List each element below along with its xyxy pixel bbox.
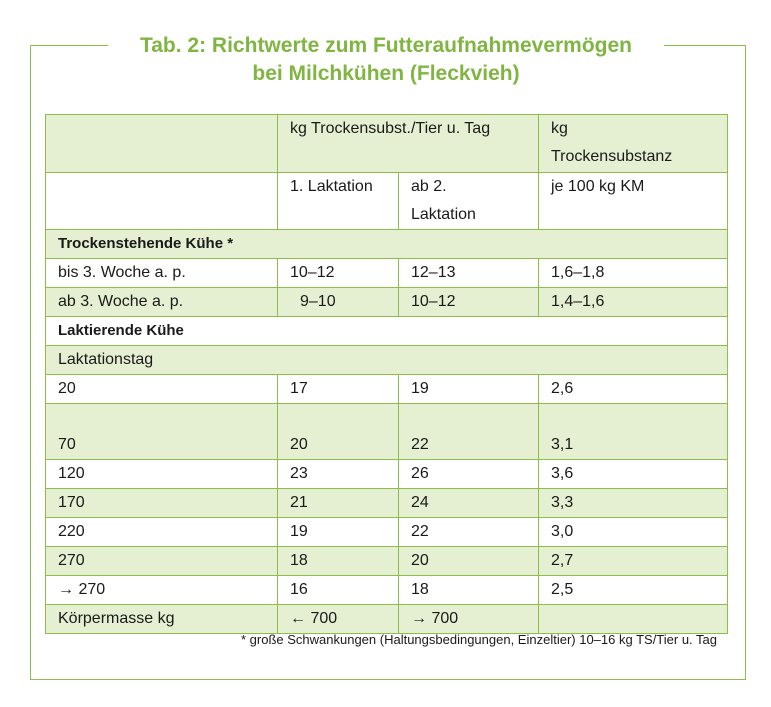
row-value-second: 12–13 bbox=[399, 259, 539, 288]
subheader-empty-cell bbox=[46, 173, 278, 230]
row-value-per100: 1,4–1,6 bbox=[539, 288, 728, 317]
row-value-per100: 1,6–1,8 bbox=[539, 259, 728, 288]
header-col4-line-2: Trockensubstanz bbox=[551, 148, 673, 165]
body-mass-per100 bbox=[539, 605, 728, 634]
table-row bbox=[46, 375, 728, 404]
row-value-second: 20 bbox=[399, 547, 539, 576]
title-line-2: bei Milchkühen (Fleckvieh) bbox=[252, 62, 520, 85]
subheader-first-lactation: 1. Laktation bbox=[278, 173, 399, 230]
row-value-first: 16 bbox=[278, 576, 399, 605]
lactation-day-label: Laktationstag bbox=[46, 346, 728, 375]
table-row bbox=[46, 259, 728, 288]
body-mass-row bbox=[46, 605, 728, 634]
row-label: → 270 bbox=[46, 576, 278, 605]
body-mass-second: → 700 bbox=[399, 605, 539, 634]
section-lactating-cows: Laktierende Kühe bbox=[46, 317, 728, 346]
subheader-second-lactation bbox=[399, 173, 539, 230]
header-empty-cell bbox=[46, 115, 278, 173]
row-value-second: 24 bbox=[399, 489, 539, 518]
row-label: 120 bbox=[46, 460, 278, 489]
table-row bbox=[46, 547, 728, 576]
table-row bbox=[46, 460, 728, 489]
row-label: 170 bbox=[46, 489, 278, 518]
section-row-dry bbox=[46, 230, 728, 259]
subheader-per-100kg: je 100 kg KM bbox=[539, 173, 728, 230]
header-dm-per-animal: kg Trockensubst./Tier u. Tag bbox=[278, 115, 539, 173]
row-value-first: 19 bbox=[278, 518, 399, 547]
row-value-first: 20 bbox=[278, 404, 399, 460]
row-value-second: 26 bbox=[399, 460, 539, 489]
row-label: 270 bbox=[46, 547, 278, 576]
row-value-first: 23 bbox=[278, 460, 399, 489]
row-value-first: 10–12 bbox=[278, 259, 399, 288]
lactation-day-row bbox=[46, 346, 728, 375]
row-value-per100: 3,6 bbox=[539, 460, 728, 489]
feed-intake-table bbox=[45, 114, 728, 634]
section-row-lactating bbox=[46, 317, 728, 346]
header-col4-line-1: kg bbox=[551, 120, 568, 137]
row-value-first: 9–10 bbox=[278, 288, 399, 317]
row-label: 220 bbox=[46, 518, 278, 547]
row-value-first: 18 bbox=[278, 547, 399, 576]
row-value-first: 17 bbox=[278, 375, 399, 404]
footnote: * große Schwankungen (Haltungsbedingungen, Einzeltier) 10–16 kg TS/Tier u. Tag bbox=[241, 632, 717, 647]
subheader-col3-line-2: Laktation bbox=[411, 206, 476, 223]
table-row bbox=[46, 288, 728, 317]
table-row bbox=[46, 518, 728, 547]
table-row bbox=[46, 576, 728, 605]
section-dry-cows: Trockenstehende Kühe * bbox=[46, 230, 728, 259]
row-label: bis 3. Woche a. p. bbox=[46, 259, 278, 288]
table-row bbox=[46, 404, 728, 460]
row-label: ab 3. Woche a. p. bbox=[46, 288, 278, 317]
subheader-col3-line-1: ab 2. bbox=[411, 178, 447, 195]
row-value-per100: 3,1 bbox=[539, 404, 728, 460]
header-dm-per-100kg bbox=[539, 115, 728, 173]
table-row bbox=[46, 489, 728, 518]
row-value-per100: 2,6 bbox=[539, 375, 728, 404]
row-value-second: 22 bbox=[399, 404, 539, 460]
row-value-per100: 3,0 bbox=[539, 518, 728, 547]
title-line-1: Tab. 2: Richtwerte zum Futteraufnahmevermögen bbox=[139, 34, 633, 57]
body-mass-first: ← 700 bbox=[278, 605, 399, 634]
row-value-first: 21 bbox=[278, 489, 399, 518]
row-value-per100: 2,7 bbox=[539, 547, 728, 576]
row-value-second: 19 bbox=[399, 375, 539, 404]
row-value-second: 18 bbox=[399, 576, 539, 605]
subheader-row bbox=[46, 173, 728, 230]
row-value-per100: 2,5 bbox=[539, 576, 728, 605]
row-label: 20 bbox=[46, 375, 278, 404]
header-row bbox=[46, 115, 728, 173]
row-value-second: 10–12 bbox=[399, 288, 539, 317]
table-title bbox=[108, 32, 664, 88]
row-value-per100: 3,3 bbox=[539, 489, 728, 518]
row-value-second: 22 bbox=[399, 518, 539, 547]
row-label: 70 bbox=[46, 404, 278, 460]
body-mass-label: Körpermasse kg bbox=[46, 605, 278, 634]
